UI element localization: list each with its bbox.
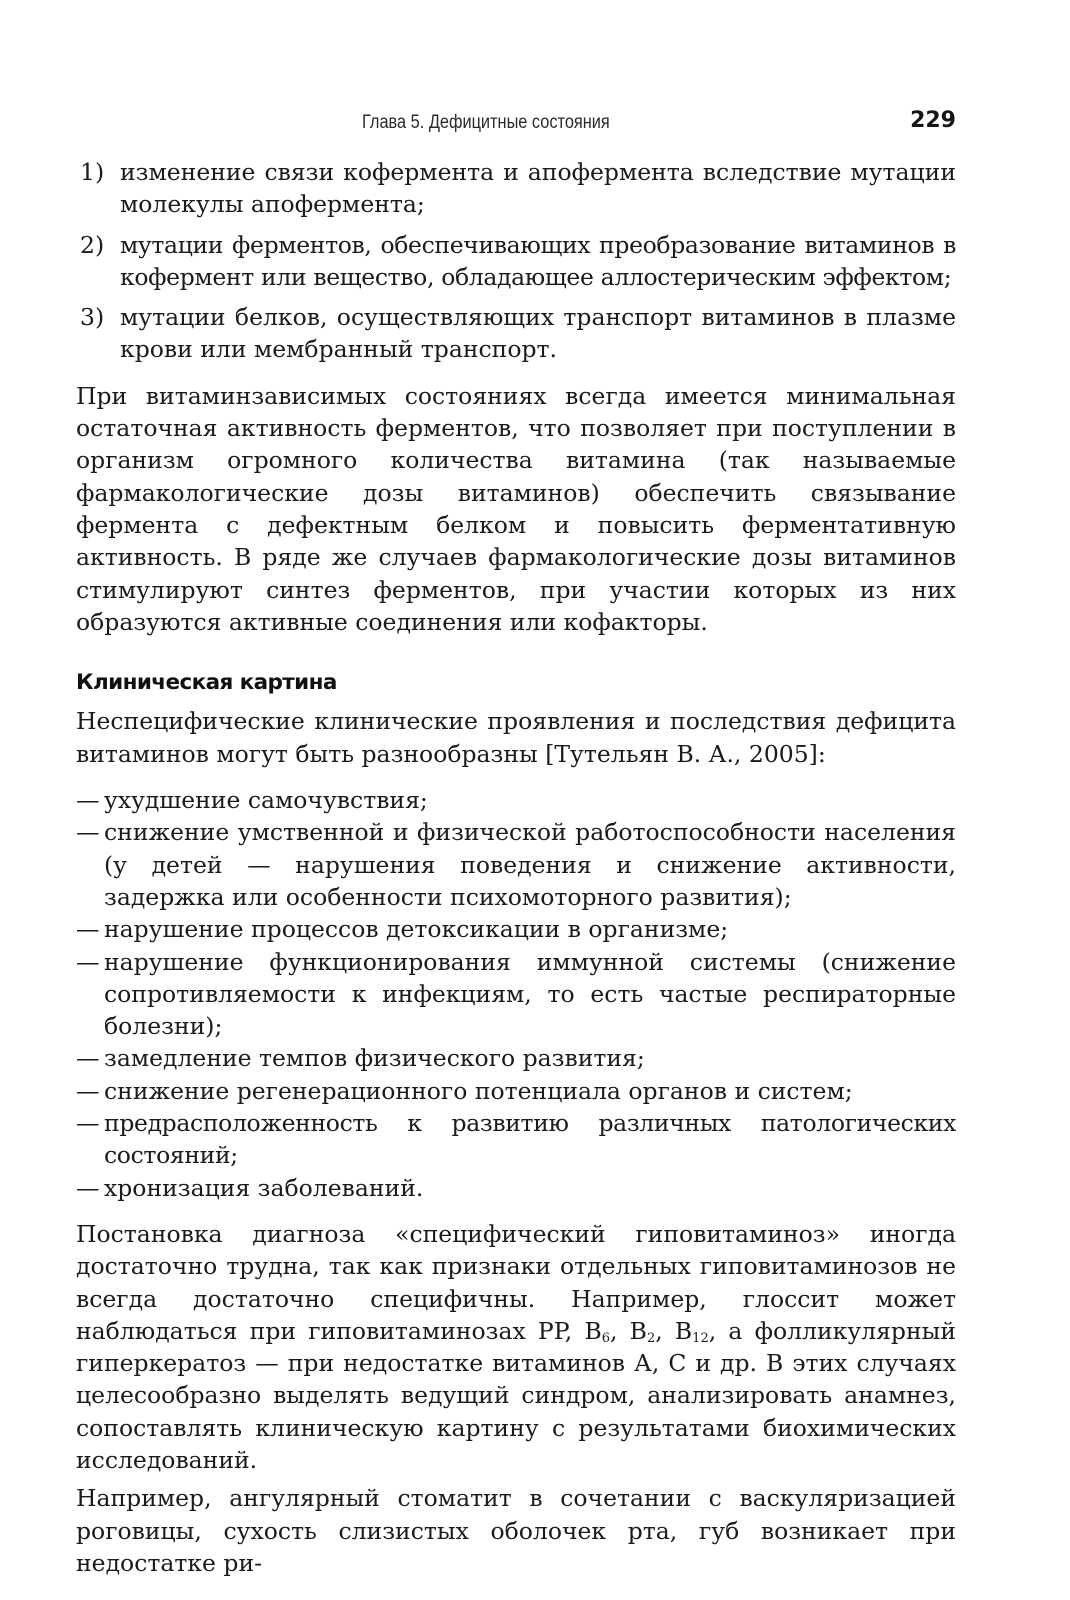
dash-marker: — xyxy=(76,947,100,976)
paragraph-text: , B xyxy=(610,1316,647,1345)
page-header xyxy=(76,108,956,144)
item-text: предрасположенность к развитию различных патологических состояний; xyxy=(104,1109,956,1170)
paragraph-text: , B xyxy=(655,1316,693,1345)
dash-list-item xyxy=(76,1107,956,1172)
item-text: изменение связи кофермента и апофермента вследствие мутации молекулы апофермента; xyxy=(120,158,956,219)
dash-marker: — xyxy=(76,1044,100,1073)
subscript: 2 xyxy=(646,1330,656,1346)
item-text: снижение регенерационного потенциала органов и систем; xyxy=(104,1076,853,1105)
paragraph: При витаминзависимых состояниях всегда имеется минимальная остаточная активность ферментов, что позволяет при поступлении в организм огромного количества витамина (так называемые фармакологические дозы витаминов) обеспечить связывание фермента с дефектным белком и повысить ферментативную активность. В ряде же случаев фармакологические дозы витаминов стимулируют синтез ферментов, при участии которых из них образуются активные соединения или кофакторы. xyxy=(76,381,956,636)
dash-marker: — xyxy=(76,818,100,847)
dash-list-item xyxy=(76,913,956,945)
item-number: 2) xyxy=(80,230,105,259)
paragraph-text: Постановка диагноза «специфический гиповитаминоз» иногда достаточно трудна, так как признаки отдельных гиповитаминозов не всегда достаточно специфичны. Например, глоссит может наблюдаться при гиповитаминозах PP, B xyxy=(76,1219,956,1345)
running-title: Глава 5. Дефицитные состояния xyxy=(362,112,610,133)
dash-marker: — xyxy=(76,1173,100,1202)
dash-list-item xyxy=(76,1172,956,1204)
dash-marker: — xyxy=(76,1109,100,1138)
page-number: 229 xyxy=(910,108,956,133)
dash-list-item xyxy=(76,1075,956,1107)
item-text: нарушение функционирования иммунной системы (снижение сопротивляемости к инфекциям, то есть частые респираторные болезни); xyxy=(104,947,956,1041)
item-text: мутации белков, осуществляющих транспорт витаминов в плазме крови или мембранный транспорт. xyxy=(120,303,956,364)
paragraph xyxy=(76,1218,956,1476)
subscript: 12 xyxy=(692,1330,709,1346)
item-text: ухудшение самочувствия; xyxy=(104,786,428,815)
page-body xyxy=(76,156,956,1579)
numbered-list-item xyxy=(76,156,956,221)
item-text: мутации ферментов, обеспечивающих преобразование витаминов в кофермент или вещество, обладающее аллостерическим эффектом; xyxy=(120,230,956,291)
item-text: замедление темпов физического развития; xyxy=(104,1044,645,1073)
dash-marker: — xyxy=(76,915,100,944)
item-text: снижение умственной и физической работоспособности населения (у детей — нарушения поведения и снижение активности, задержка или особенности психомоторного развития); xyxy=(104,818,956,911)
numbered-list-item xyxy=(76,229,956,294)
item-text: нарушение процессов детоксикации в организме; xyxy=(104,915,729,944)
dash-list-item xyxy=(76,816,956,913)
section-heading: Клиническая картина xyxy=(76,670,337,696)
item-text: хронизация заболеваний. xyxy=(104,1173,424,1202)
dash-marker: — xyxy=(76,1076,100,1105)
dash-marker: — xyxy=(76,786,100,815)
dash-list xyxy=(76,784,956,1204)
paragraph: Неспецифические клинические проявления и последствия дефицита витаминов могут быть разнообразны [Тутельян В. А., 2005]: xyxy=(76,707,956,768)
subscript: 6 xyxy=(601,1330,611,1346)
numbered-list-item xyxy=(76,301,956,366)
paragraph: Например, ангулярный стоматит в сочетании с васкуляризацией роговицы, сухость слизистых оболочек рта, губ возникает при недостатке ри- xyxy=(76,1484,956,1577)
dash-list-item xyxy=(76,1042,956,1074)
paragraph-text: , а фолликулярный гиперкератоз — при недостатке витаминов А, С и др. В этих случаях целесообразно выделять ведущий синдром, анализировать анамнез, сопоставлять клиническую картину с результатами биохимических исследований. xyxy=(76,1316,956,1474)
item-number: 1) xyxy=(80,158,105,186)
item-number: 3) xyxy=(80,303,105,332)
dash-list-item xyxy=(76,946,956,1043)
dash-list-item xyxy=(76,784,956,816)
numbered-list xyxy=(76,156,956,366)
